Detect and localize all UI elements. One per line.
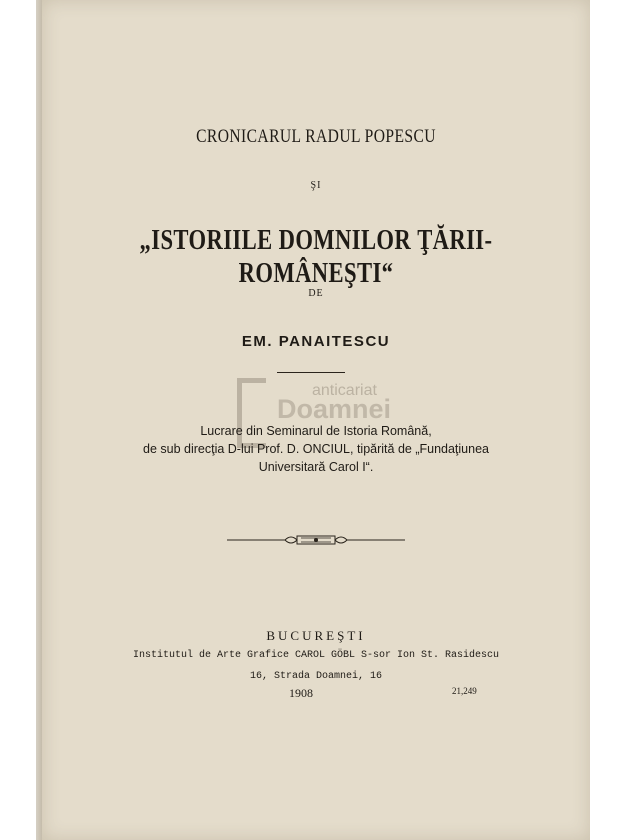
description-line-1: Lucrare din Seminarul de Istoria Română, — [200, 424, 432, 438]
description-line-3: Universitară Carol I“. — [258, 460, 374, 474]
description-line-2: de sub direcţia D-lui Prof. D. ONCIUL, tipărită de „Fundaţiunea — [143, 442, 489, 456]
imprint-printer: Institutul de Arte Grafice CAROL GÖBL S-sor Ion St. Rasidescu — [132, 650, 500, 661]
title-conjunction: ŞI — [310, 180, 322, 191]
divider-rule — [277, 372, 345, 373]
description-block — [42, 422, 590, 476]
watermark-text-small: anticariat — [312, 382, 377, 399]
author-name: EM. PANAITESCU — [241, 333, 391, 350]
imprint-address: 16, Strada Doamnei, 16 — [249, 671, 383, 682]
ornament-divider — [227, 530, 405, 550]
book-page — [42, 0, 590, 840]
title-by: DE — [308, 288, 324, 299]
watermark-text-large: Doamnei — [277, 394, 392, 424]
title-line-1: CRONICARUL RADUL POPESCU — [196, 126, 436, 147]
imprint-city: BUCUREŞTI — [266, 628, 366, 643]
imprint-number: 21,249 — [452, 686, 477, 696]
imprint-year: 1908 — [289, 686, 313, 700]
main-title: „ISTORIILE DOMNILOR ŢĂRII-ROMÂNEŞTI“ — [139, 224, 493, 289]
